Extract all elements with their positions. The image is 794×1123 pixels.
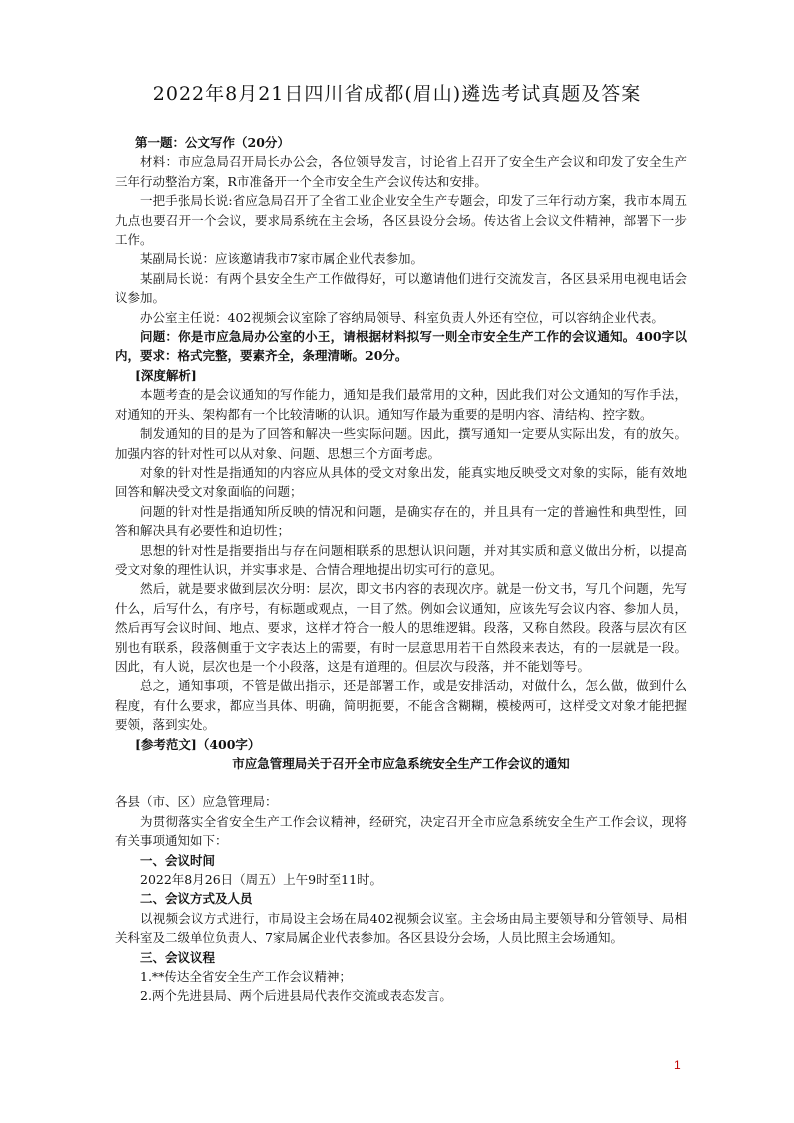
paragraph: 市应急管理局关于召开全市应急系统安全生产工作会议的通知 <box>232 756 570 771</box>
page-number: 1 <box>674 1058 681 1072</box>
paragraph: 一把手张局长说:省应急局召开了全省工业企业安全生产专题会，印发了三年行动方案，我市本周五九点也要召开一个会议，要求局系统在主会场，各区县设分会场。传达省上会议文件精神，部署下一步工作。 <box>115 193 687 248</box>
document-body <box>115 133 687 1006</box>
paragraph: 以视频会议方式进行，市局设主会场在局402视频会议室。主会场由局主要领导和分管领导、局相关科室及二级单位负责人、7家局属企业代表参加。各区县设分会场，人员比照主会场通知。 <box>115 910 687 946</box>
paragraph: [深度解析] <box>135 367 197 383</box>
paragraph: 2.两个先进县局、两个后进县局代表作交流或表态发言。 <box>140 988 452 1004</box>
paragraph: 一、会议时间 <box>140 852 216 868</box>
paragraph: 1.**传达全省安全生产工作会议精神； <box>140 969 352 985</box>
paragraph: 二、会议方式及人员 <box>140 891 253 907</box>
paragraph: 某副局长说：有两个县安全生产工作做得好，可以邀请他们进行交流发言，各区县采用电视电话会议参加。 <box>115 270 687 306</box>
paragraph: 第一题：公文写作（20分） <box>135 135 290 150</box>
blank-line <box>115 773 687 792</box>
paragraph: 问题的针对性是指通知所反映的情况和问题，是确实存在的，并且具有一定的普遍性和典型性，回答和解决具有必要性和迫切性； <box>115 503 687 539</box>
paragraph: 材料：市应急局召开局长办公会，各位领导发言，讨论省上召开了安全生产会议和印发了安全生产三年行动整治方案，R市准备开一个全市安全生产会议传达和安排。 <box>115 154 687 189</box>
paragraph: 总之，通知事项，不管是做出指示，还是部署工作，或是安排活动，对做什么，怎么做，做到什么程度，有什么要求，都应当具体、明确，简明扼要，不能含含糊糊，模棱两可，这样受文对象才能把握要领，落到实处。 <box>115 678 687 733</box>
paragraph: 然后，就是要求做到层次分明：层次，即文书内容的表现次序。就是一份文书，写几个问题，先写什么，后写什么，有序号，有标题或观点，一目了然。例如会议通知，应该先写会议内容、参加人员，然后再写会议时间、地点、要求，这样才符合一般人的思维逻辑。段落，又称自然段。段落与层次有区别也有联系，段落侧重于文字表达上的需要，有时一层意思用若干自然段来表达，有的一层就是一段。因此，有人说，层次也是一个小段落，这是有道理的。但层次与段落，并不能划等号。 <box>115 581 687 674</box>
paragraph: [参考范文]（400字） <box>135 736 261 752</box>
paragraph: 2022年8月26日（周五）上午9时至11时。 <box>140 872 383 888</box>
paragraph: 各县（市、区）应急管理局： <box>115 794 278 810</box>
paragraph: 制发通知的目的是为了回答和解决一些实际问题。因此，撰写通知一定要从实际出发，有的放矢。加强内容的针对性可以从对象、问题、思想三个方面考虑。 <box>115 426 687 461</box>
paragraph: 本题考查的是会议通知的写作能力，通知是我们最常用的文种，因此我们对公文通知的写作手法，对通知的开头、架构都有一个比较清晰的认识。通知写作最为重要的是明内容、清结构、控字数。 <box>115 387 687 422</box>
paragraph: 为贯彻落实全省安全生产工作会议精神，经研究，决定召开全市应急系统安全生产工作会议，现将有关事项通知如下： <box>115 813 687 849</box>
paragraph: 思想的针对性是指要指出与存在问题相联系的思想认识问题，并对其实质和意义做出分析，以提高受文对象的理性认识，并实事求是、合情合理地提出切实可行的意见。 <box>115 542 687 577</box>
paragraph: 办公室主任说：402视频会议室除了容纳局领导、科室负责人外还有空位，可以容纳企业代表。 <box>140 309 664 325</box>
paragraph: 三、会议议程 <box>140 949 216 965</box>
document-title: 2022年8月21日四川省成都(眉山)遴选考试真题及答案 <box>152 83 642 105</box>
paragraph: 对象的针对性是指通知的内容应从具体的受文对象出发，能真实地反映受文对象的实际，能有效地回答和解决受文对象面临的问题； <box>115 464 687 500</box>
paragraph: 某副局长说：应该邀请我市7家市属企业代表参加。 <box>140 251 423 267</box>
paragraph: 问题：你是市应急局办公室的小王，请根据材料拟写一则全市安全生产工作的会议通知。400字以内，要求：格式完整，要素齐全，条理清晰。20分。 <box>115 329 687 364</box>
